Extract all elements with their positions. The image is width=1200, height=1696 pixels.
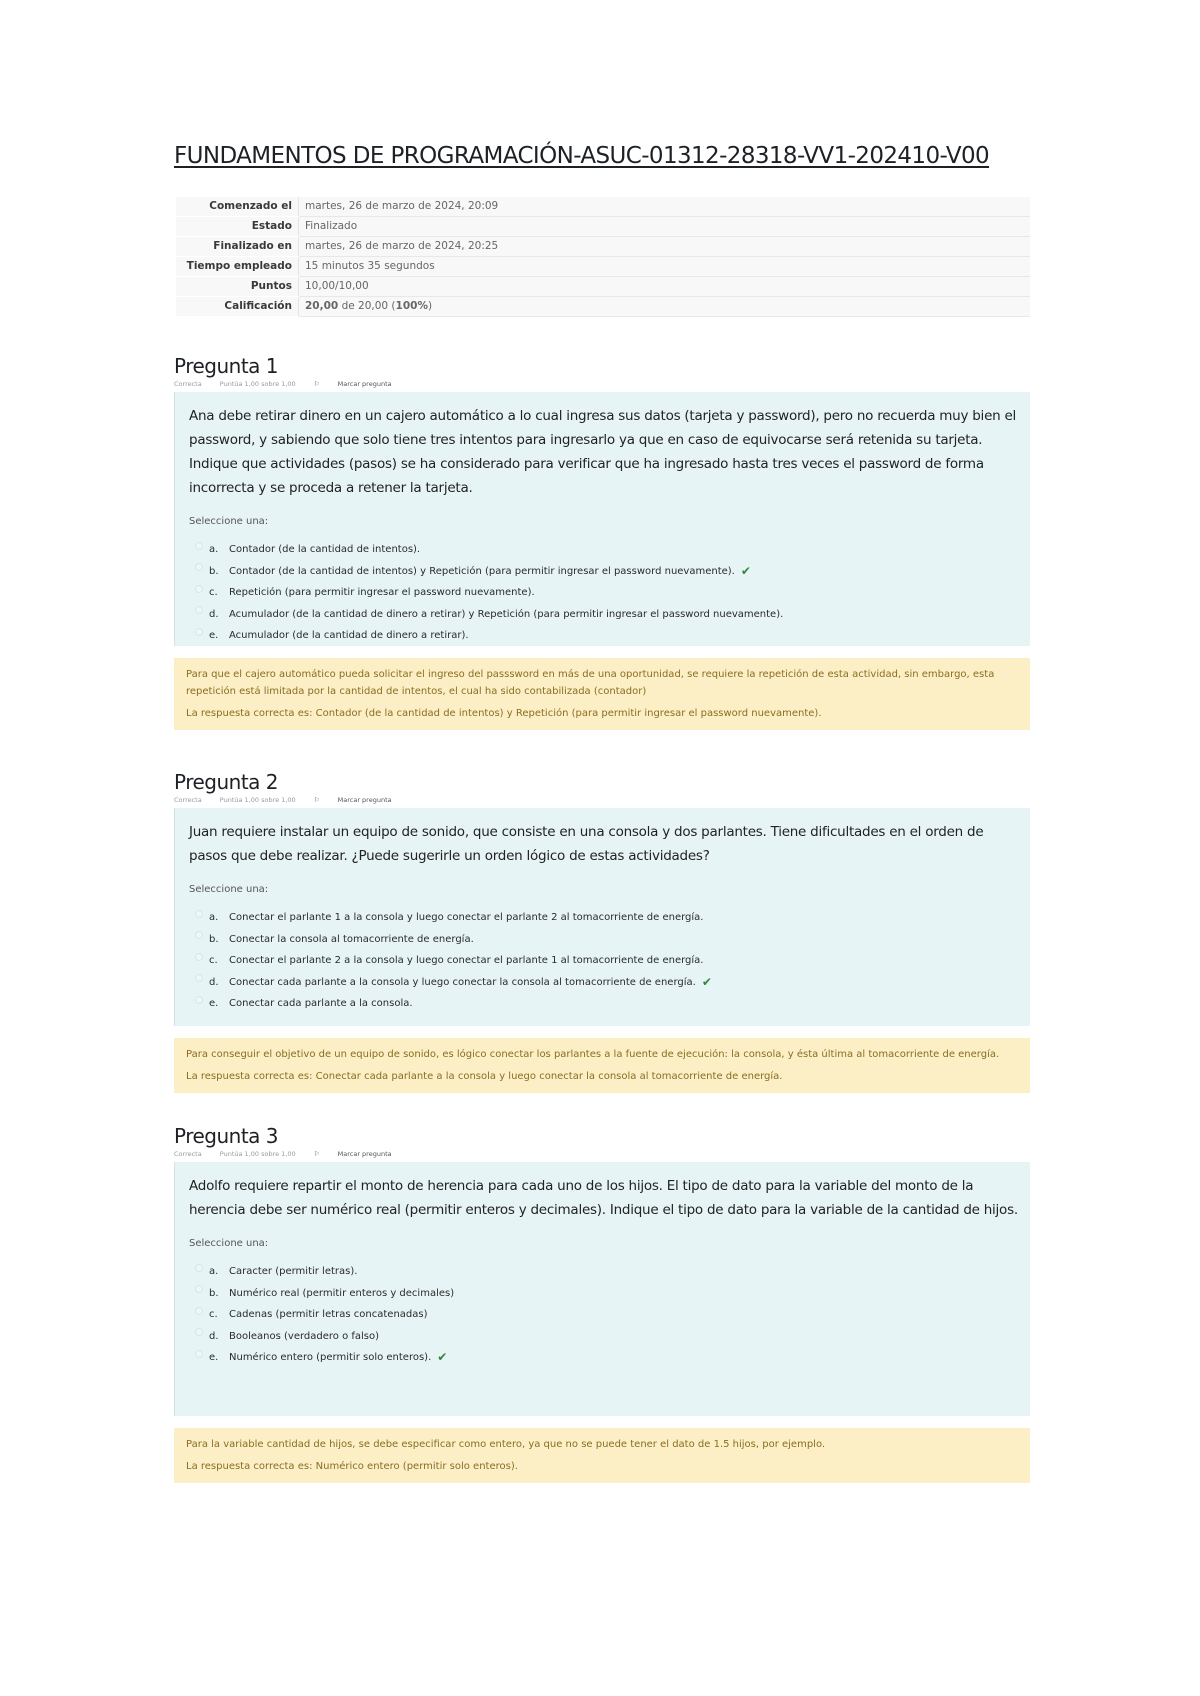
answer-text: Acumulador (de la cantidad de dinero a retirar). [229, 630, 469, 641]
question-status: Correcta [174, 380, 202, 388]
answer-letter: d. [209, 1330, 219, 1342]
summary-label: Estado [176, 217, 299, 237]
question-points: Puntúa 1,00 sobre 1,00 [219, 1150, 296, 1158]
summary-row [176, 237, 1030, 257]
answer-text: Contador (de la cantidad de intentos) y Repetición (para permitir ingresar el password nuevamente). [229, 565, 735, 577]
general-feedback: Para conseguir el objetivo de un equipo de sonido, es lógico conectar los parlantes a la fuente de ejecución: la consola, y ésta última al tomacorriente de energía. [186, 1049, 1000, 1060]
summary-row [176, 217, 1030, 237]
grade-percent: 100% [395, 300, 428, 312]
answer-letter: b. [209, 565, 219, 577]
summary-row [176, 277, 1030, 297]
radio-button[interactable] [195, 585, 203, 593]
summary-value: 15 minutos 35 segundos [299, 257, 1031, 277]
attempt-summary-table [176, 197, 1030, 317]
right-answer: La respuesta correcta es: Contador (de la cantidad de intentos) y Repetición (para permitir ingresar el password nuevamente). [186, 708, 822, 719]
answer-option[interactable] [189, 972, 1018, 994]
radio-button[interactable] [195, 974, 203, 982]
answer-option[interactable] [189, 993, 1018, 1015]
answer-text: Cadenas (permitir letras concatenadas) [229, 1309, 428, 1320]
answer-option[interactable] [189, 1326, 1018, 1348]
check-icon: ✔ [740, 563, 751, 578]
question-2 [174, 770, 1030, 1093]
question-text: Juan requiere instalar un equipo de sonido, que consiste en una consola y dos parlantes. Tiene dificultades en el orden de pasos que debe realizar. ¿Puede sugerirle un orden lógico de estas actividades? [189, 824, 984, 864]
answer-letter: e. [209, 630, 219, 641]
question-body [174, 808, 1030, 1026]
question-meta [174, 380, 1030, 388]
answer-letter: b. [209, 1287, 219, 1299]
radio-button[interactable] [195, 1264, 203, 1272]
answer-option[interactable] [189, 582, 1018, 604]
answer-option[interactable] [189, 561, 1018, 583]
flag-label: Marcar pregunta [337, 1150, 392, 1158]
flag-label: Marcar pregunta [337, 796, 392, 804]
summary-value: 10,00/10,00 [299, 277, 1031, 297]
answer-text: Conectar la consola al tomacorriente de energía. [229, 933, 474, 945]
summary-value: martes, 26 de marzo de 2024, 20:09 [299, 197, 1031, 217]
summary-label: Calificación [176, 297, 299, 317]
answer-letter: e. [209, 1352, 219, 1363]
radio-button[interactable] [195, 1307, 203, 1315]
answer-list [189, 1261, 1018, 1369]
radio-button[interactable] [195, 996, 203, 1004]
answer-text: Acumulador (de la cantidad de dinero a retirar) y Repetición (para permitir ingresar el password nuevamente). [229, 608, 784, 620]
answer-option[interactable] [189, 1304, 1018, 1326]
page-title: FUNDAMENTOS DE PROGRAMACIÓN-ASUC-01312-28318-VV1-202410-V00 [174, 143, 990, 169]
feedback-box [174, 658, 1030, 730]
radio-button[interactable] [195, 953, 203, 961]
answer-text: Caracter (permitir letras). [229, 1266, 358, 1277]
answer-text: Conectar el parlante 2 a la consola y luego conectar el parlante 1 al tomacorriente de energía. [229, 955, 704, 966]
summary-row [176, 297, 1030, 317]
flag-question-link[interactable] [314, 796, 408, 804]
answer-letter: a. [209, 912, 219, 923]
flag-question-link[interactable] [314, 1150, 408, 1158]
summary-value [299, 297, 1031, 317]
question-meta [174, 1150, 1030, 1158]
answer-letter: c. [209, 1309, 218, 1320]
answer-letter: c. [209, 587, 218, 598]
question-status: Correcta [174, 796, 202, 804]
question-title: Pregunta 2 [174, 770, 279, 794]
answer-text: Conectar cada parlante a la consola y luego conectar la consola al tomacorriente de energía. [229, 976, 696, 988]
radio-button[interactable] [195, 628, 203, 636]
answer-option[interactable] [189, 907, 1018, 929]
radio-button[interactable] [195, 606, 203, 614]
summary-value: Finalizado [299, 217, 1031, 237]
flag-icon: ⚐ [313, 380, 322, 388]
answer-option[interactable] [189, 539, 1018, 561]
right-answer: La respuesta correcta es: Numérico entero (permitir solo enteros). [186, 1461, 518, 1472]
summary-label: Comenzado el [176, 197, 299, 217]
question-points: Puntúa 1,00 sobre 1,00 [219, 796, 296, 804]
answer-text: Booleanos (verdadero o falso) [229, 1330, 380, 1342]
radio-button[interactable] [195, 563, 203, 571]
feedback-box [174, 1038, 1030, 1093]
answer-text: Repetición (para permitir ingresar el password nuevamente). [229, 587, 535, 598]
feedback-box [174, 1428, 1030, 1483]
question-text: Ana debe retirar dinero en un cajero automático a lo cual ingresa sus datos (tarjeta y password), pero no recuerda muy bien el password, y sabiendo que solo tiene tres intentos para ingresarlo ya que en caso de equivocarse será retenida su tarjeta. Indique que actividades (pasos) se ha considerado para verificar que ha ingresado hasta tres veces el password de forma incorrecta y se proceda a retener la tarjeta. [189, 408, 1017, 496]
answer-option[interactable] [189, 950, 1018, 972]
check-icon: ✔ [437, 1350, 448, 1364]
general-feedback: Para la variable cantidad de hijos, se debe especificar como entero, ya que no se puede tener el dato de 1.5 hijos, por ejemplo. [186, 1439, 826, 1450]
answer-text: Conectar el parlante 1 a la consola y luego conectar el parlante 2 al tomacorriente de energía. [229, 912, 704, 923]
answer-letter: e. [209, 998, 219, 1009]
answer-option[interactable] [189, 929, 1018, 951]
question-body [174, 1162, 1030, 1416]
question-title: Pregunta 3 [174, 1124, 279, 1148]
answer-option[interactable] [189, 1347, 1018, 1369]
answer-option[interactable] [189, 604, 1018, 626]
answer-option[interactable] [189, 625, 1018, 647]
flag-question-link[interactable] [314, 380, 408, 388]
grade-close: ) [427, 300, 433, 312]
answer-text: Numérico real (permitir enteros y decimales) [229, 1287, 455, 1299]
summary-value: martes, 26 de marzo de 2024, 20:25 [299, 237, 1031, 257]
check-icon: ✔ [701, 974, 712, 989]
flag-icon: ⚐ [313, 796, 322, 804]
summary-row [176, 257, 1030, 277]
answer-text: Contador (de la cantidad de intentos). [229, 544, 421, 555]
flag-icon: ⚐ [313, 1150, 322, 1158]
answer-text: Numérico entero (permitir solo enteros). [229, 1352, 432, 1363]
question-1 [174, 354, 1030, 730]
answer-list [189, 907, 1018, 1015]
question-body [174, 392, 1030, 646]
answer-option[interactable] [189, 1261, 1018, 1283]
general-feedback: Para que el cajero automático pueda solicitar el ingreso del passsword en más de una oportunidad, se requiere la repetición de esta actividad, sin embargo, esta repetición está limitada por la cantidad de intentos, el cual ha sido contabilizada (contador) [186, 669, 995, 697]
question-text: Adolfo requiere repartir el monto de herencia para cada uno de los hijos. El tipo de dato para la variable del monto de la herencia debe ser numérico real (permitir enteros y decimales). Indique el tipo de dato para la variable de la cantidad de hijos. [189, 1178, 1018, 1218]
answer-letter: a. [209, 544, 219, 555]
radio-button[interactable] [195, 910, 203, 918]
grade-of: de 20,00 ( [341, 300, 396, 312]
answer-letter: a. [209, 1266, 219, 1277]
answer-prompt: Seleccione una: [189, 1238, 269, 1249]
answer-text: Conectar cada parlante a la consola. [229, 998, 413, 1009]
answer-list [189, 539, 1018, 647]
answer-prompt: Seleccione una: [189, 884, 269, 895]
summary-label: Puntos [176, 277, 299, 297]
question-points: Puntúa 1,00 sobre 1,00 [219, 380, 296, 388]
question-title: Pregunta 1 [174, 354, 279, 378]
question-status: Correcta [174, 1150, 202, 1158]
grade-score: 20,00 [305, 300, 339, 312]
answer-prompt: Seleccione una: [189, 516, 269, 527]
summary-label: Finalizado en [176, 237, 299, 257]
radio-button[interactable] [195, 1350, 203, 1358]
question-meta [174, 796, 1030, 804]
answer-option[interactable] [189, 1283, 1018, 1305]
right-answer: La respuesta correcta es: Conectar cada parlante a la consola y luego conectar la consola al tomacorriente de energía. [186, 1071, 783, 1082]
answer-letter: d. [209, 608, 219, 620]
radio-button[interactable] [195, 1328, 203, 1336]
summary-row [176, 197, 1030, 217]
question-3 [174, 1124, 1030, 1483]
answer-letter: b. [209, 933, 219, 945]
answer-letter: d. [209, 976, 219, 988]
summary-label: Tiempo empleado [176, 257, 299, 277]
radio-button[interactable] [195, 542, 203, 550]
radio-button[interactable] [195, 931, 203, 939]
flag-label: Marcar pregunta [337, 380, 392, 388]
radio-button[interactable] [195, 1285, 203, 1293]
answer-letter: c. [209, 955, 218, 966]
